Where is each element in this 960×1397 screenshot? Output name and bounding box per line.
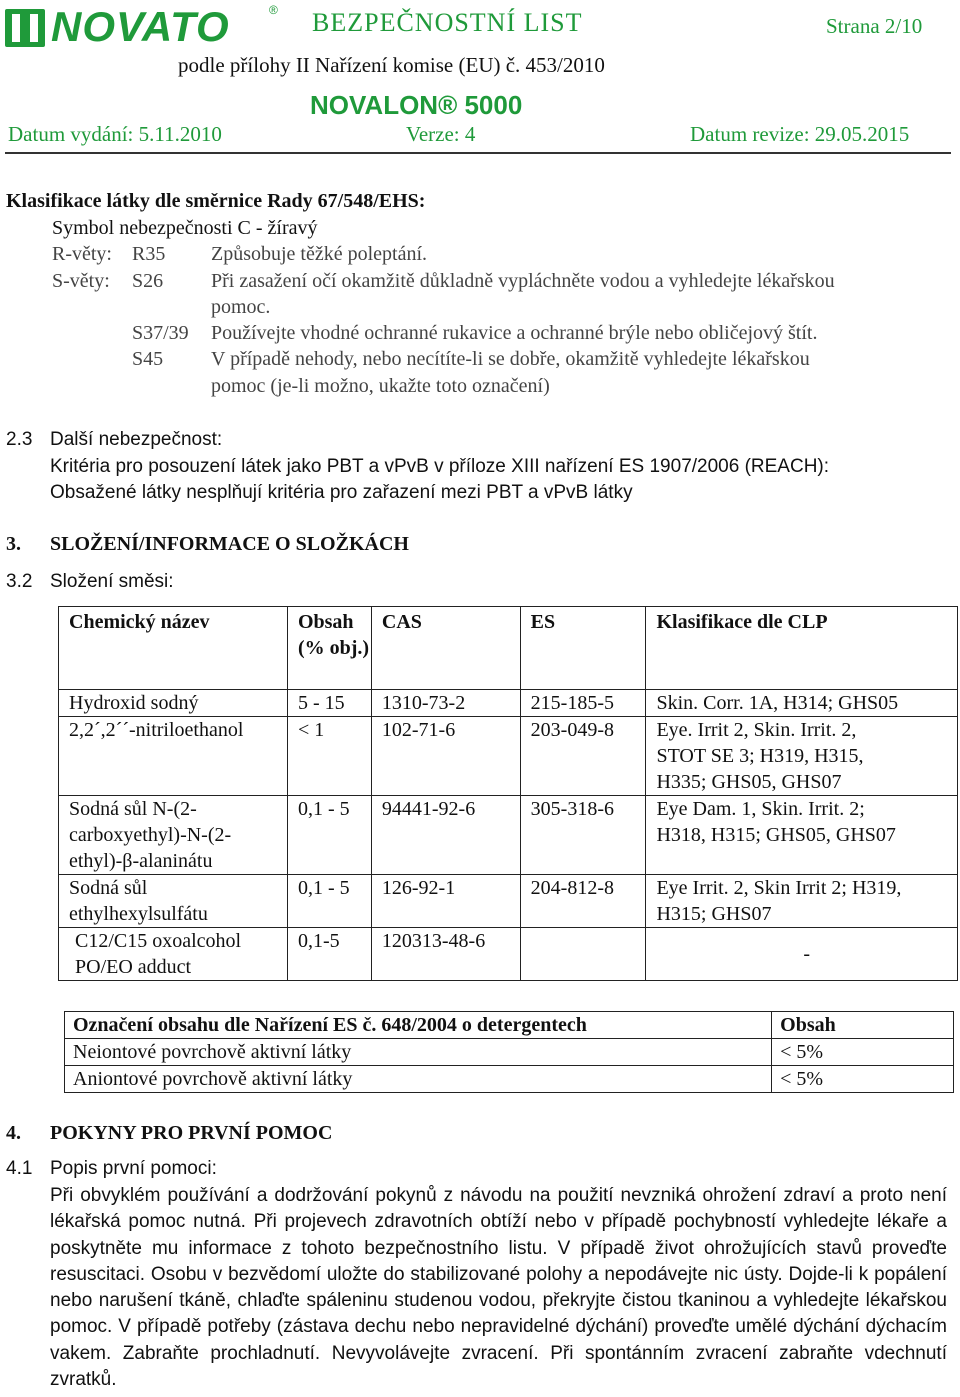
table-header-row	[65, 1012, 954, 1039]
r-phrase-code: R35	[132, 243, 166, 265]
table-header-cell: Obsah (% obj.)	[287, 607, 371, 690]
table-row	[59, 717, 958, 796]
section-heading: SLOŽENÍ/INFORMACE O SLOŽKÁCH	[50, 533, 409, 555]
s-phrases-label: S-věty:	[52, 270, 110, 292]
s-phrase-text: pomoc.	[211, 296, 271, 318]
table-cell: 215-185-5	[520, 690, 646, 717]
section-number: 3.	[6, 533, 21, 555]
other-hazards-text: Obsažené látky nesplňují kritéria pro zařazení mezi PBT a vPvB látky	[50, 482, 633, 503]
table-cell: Eye. Irrit 2, Skin. Irrit. 2, STOT SE 3; H319, H315, H335; GHS05, GHS07	[646, 717, 958, 796]
section-number: 4.	[6, 1122, 21, 1144]
table-cell: -	[646, 928, 958, 981]
table-row	[59, 875, 958, 928]
section-heading: POKYNY PRO PRVNÍ POMOC	[50, 1122, 333, 1144]
s-phrase-text: pomoc (je-li možno, ukažte toto označení)	[211, 375, 550, 397]
section-number: 2.3	[6, 429, 33, 450]
table-cell: 0,1-5	[287, 928, 371, 981]
first-aid-description: Při obvyklém používání a dodržování pokynů z návodu na použití nevzniká ohrožení zdraví a proto není lékařská pomoc nutná. Při projevech zdravotních obtíží nebo v případě pochybností vyhledejte lékaře a poskytněte mu informace z tohoto bezpečnostního listu. V případě život ohrožujících stavů proveďte resuscitaci. Osobu v bezvědomí uložte do stabilizované polohy a nepodávejte nic ústy. Dojde-li k popálení nebo narušení tkáně, chlaďte spáleninu studenou vodou, překryjte čistou tkaninou a vyhledejte lékařskou pomoc. V případě potřeby (zástava dechu nebo nepravidelné dýchání) proveďte umělé dýchání dýchacím vakem. Zabraňte prochladnutí. Nevyvolávejte zvracení. Při spontánním zvracení zabraňte vdechnutí zvratků.	[50, 1185, 947, 1391]
regulation-reference: podle přílohy II Nařízení komise (EU) č. 453/2010	[178, 53, 605, 77]
table-cell: Sodná sůl N-(2-carboxyethyl)-N-(2-ethyl)-β-alaninátu	[59, 796, 288, 875]
s-phrase-code: S26	[132, 270, 164, 292]
logo-mark-icon	[5, 9, 45, 47]
table-header-cell: Chemický název	[59, 607, 288, 690]
s-phrase-text: V případě nehody, nebo necítíte-li se dobře, okamžitě vyhledejte lékařskou	[211, 348, 810, 370]
table-cell: 102-71-6	[371, 717, 520, 796]
s-phrase-text: Používejte vhodné ochranné rukavice a ochranné brýle nebo obličejový štít.	[211, 322, 818, 344]
other-hazards-text: Kritéria pro posouzení látek jako PBT a vPvB v příloze XIII nařízení ES 1907/2006 (REACH):	[50, 456, 830, 477]
table-cell: < 1	[287, 717, 371, 796]
registered-icon: ®	[269, 3, 278, 17]
subsection-heading: Popis první pomoci:	[50, 1158, 217, 1179]
page-number: Strana 2/10	[826, 14, 923, 38]
table-row	[65, 1039, 954, 1066]
table-cell: 305-318-6	[520, 796, 646, 875]
table-row	[59, 928, 958, 981]
version: Verze: 4	[406, 122, 476, 146]
table-cell: 126-92-1	[371, 875, 520, 928]
s-phrase-text: Při zasažení očí okamžitě důkladně vypláchněte vodou a vyhledejte lékařskou	[211, 270, 835, 292]
table-cell: 203-049-8	[520, 717, 646, 796]
subsection-heading: Složení směsi:	[50, 571, 174, 592]
table-cell: 204-812-8	[520, 875, 646, 928]
logo-text: NOVATO	[51, 3, 230, 50]
table-cell: < 5%	[772, 1039, 954, 1066]
r-phrases-label: R-věty:	[52, 243, 112, 265]
detergent-table	[64, 1011, 954, 1093]
table-cell: Hydroxid sodný	[59, 690, 288, 717]
table-cell: 1310-73-2	[371, 690, 520, 717]
section-number: 4.1	[6, 1158, 33, 1179]
table-cell: Skin. Corr. 1A, H314; GHS05	[646, 690, 958, 717]
table-row	[65, 1066, 954, 1093]
table-cell: 94441-92-6	[371, 796, 520, 875]
table-row	[59, 690, 958, 717]
table-cell: < 5%	[772, 1066, 954, 1093]
table-cell: C12/C15 oxoalcohol PO/EO adduct	[59, 928, 288, 981]
s-phrase-code: S45	[132, 348, 164, 370]
table-cell: 2,2´,2´´-nitriloethanol	[59, 717, 288, 796]
table-cell: 120313-48-6	[371, 928, 520, 981]
table-header-cell: ES	[520, 607, 646, 690]
table-cell	[520, 928, 646, 981]
section-number: 3.2	[6, 571, 33, 592]
header-divider	[5, 152, 951, 154]
table-cell: 0,1 - 5	[287, 796, 371, 875]
classification-heading: Klasifikace látky dle směrnice Rady 67/548/EHS:	[6, 190, 426, 212]
document-title: BEZPEČNOSTNÍ LIST	[312, 8, 583, 37]
other-hazards-heading: Další nebezpečnost:	[50, 429, 223, 450]
table-header-cell: Obsah	[772, 1012, 954, 1039]
table-header-row	[59, 607, 958, 690]
revision-date: Datum revize: 29.05.2015	[690, 122, 910, 146]
table-cell: Eye Irrit. 2, Skin Irrit 2; H319, H315; GHS07	[646, 875, 958, 928]
hazard-symbol: Symbol nebezpečnosti C - žíravý	[52, 217, 318, 239]
product-name: NOVALON® 5000	[310, 90, 523, 120]
table-cell: Sodná sůl ethylhexylsulfátu	[59, 875, 288, 928]
table-cell: Aniontové povrchově aktivní látky	[65, 1066, 772, 1093]
company-logo	[5, 3, 283, 50]
table-cell: 0,1 - 5	[287, 875, 371, 928]
table-header-cell: CAS	[371, 607, 520, 690]
table-row	[59, 796, 958, 875]
table-cell: 5 - 15	[287, 690, 371, 717]
s-phrase-code: S37/39	[132, 322, 189, 344]
table-header-cell: Klasifikace dle CLP	[646, 607, 958, 690]
table-header-cell: Označení obsahu dle Nařízení ES č. 648/2004 o detergentech	[65, 1012, 772, 1039]
r-phrase-text: Způsobuje těžké poleptání.	[211, 243, 428, 265]
issue-date: Datum vydání: 5.11.2010	[8, 122, 222, 146]
table-cell: Eye Dam. 1, Skin. Irrit. 2; H318, H315; GHS05, GHS07	[646, 796, 958, 875]
composition-table	[58, 606, 958, 981]
table-cell: Neiontové povrchově aktivní látky	[65, 1039, 772, 1066]
